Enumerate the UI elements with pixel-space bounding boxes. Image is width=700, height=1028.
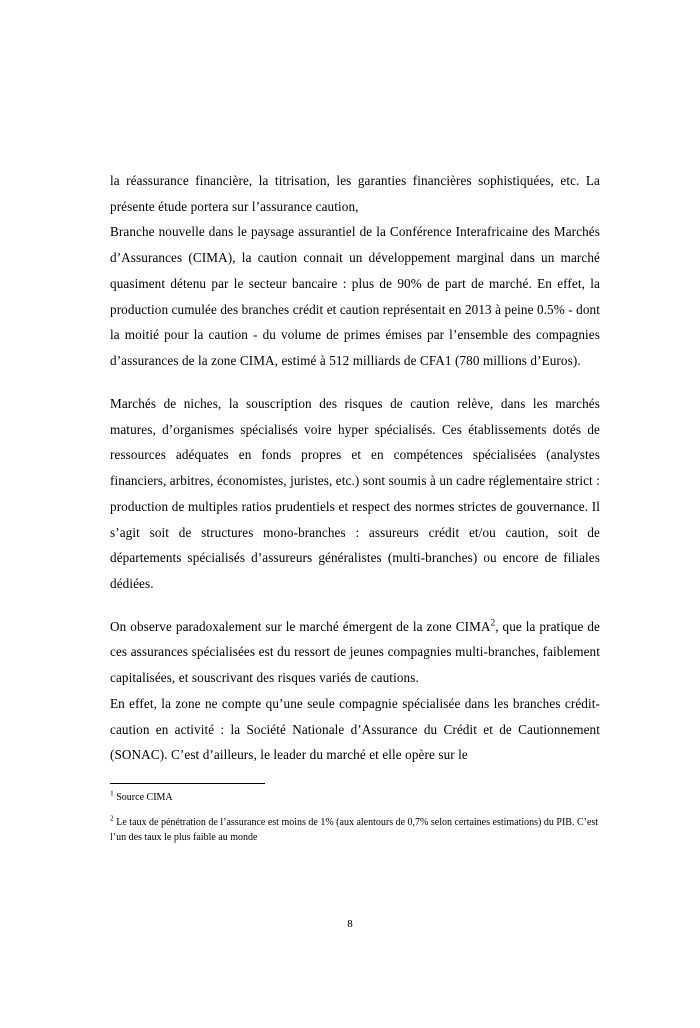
footnote-1 <box>110 790 600 806</box>
footnote-2-marker: 2 <box>110 813 114 823</box>
footnote-2 <box>110 815 600 846</box>
footnote-marker-2: 2 <box>490 617 496 628</box>
paragraph-1: la réassurance financière, la titrisation, les garanties financières sophistiquées, etc. La présente étude portera sur l’assurance caution, <box>110 173 600 214</box>
paragraph-3: Marchés de niches, la souscription des risques de caution relève, dans les marchés matures, d’organismes spécialisés voire hyper spécialisés. Ces établissements dotés de ressources adéquates en fonds propres et en compétences spécialisées (analystes financiers, arbitres, économistes, juristes, etc.) sont soumis à un cadre réglementaire strict : production de multiples ratios prudentiels et respect des normes strictes de gouvernance. Il s’agit soit de structures mono-branches : assureurs crédit et/ou caution, soit de départements spécialisés d’assureurs généralistes (multi-branches) ou encore de filiales dédiées. <box>110 395 600 592</box>
footnote-area <box>110 783 600 855</box>
footnote-1-marker: 1 <box>110 788 114 798</box>
paragraph-5: En effet, la zone ne compte qu’une seule compagnie spécialisée dans les branches crédit-caution en activité : la Société Nationale d’Assurance du Crédit et de Cautionnement (SONAC). C’est d’ailleurs, le leader du marché et elle opère sur le <box>110 695 600 763</box>
footnote-separator-rule <box>110 783 265 784</box>
body-text-block <box>110 168 600 768</box>
page-number: 8 <box>347 918 353 930</box>
footnote-2-text: Le taux de pénétration de l’assurance est moins de 1% (aux alentours de 0,7% selon certaines estimations) du PIB. C’est l’un des taux le plus faible au monde <box>110 816 599 843</box>
paragraph-2: Branche nouvelle dans le paysage assurantiel de la Conférence Interafricaine des Marchés d’Assurances (CIMA), la caution connait un développement marginal dans un marché quasiment détenu par le secteur bancaire : plus de 90% de part de marché. En effet, la production cumulée des branches crédit et caution représentait en 2013 à peine 0.5% - dont la moitié pour la caution - du volume de primes émises par l’ensemble des compagnies d’assurances de la zone CIMA, estimé à 512 milliards de CFA1 (780 millions d’Euros). <box>110 224 600 369</box>
footnote-1-text: Source CIMA <box>113 792 173 803</box>
paragraph-4-text-after-note: , que la pratique de ces assurances spécialisées est du ressort de jeunes compagnies multi-branches, faiblement capitalisées, et souscrivant des risques variés de cautions. <box>110 618 601 686</box>
paragraph-4 <box>110 614 600 691</box>
paragraph-4-text-before-note: On observe paradoxalement sur le marché émergent de la zone CIMA <box>110 618 491 634</box>
